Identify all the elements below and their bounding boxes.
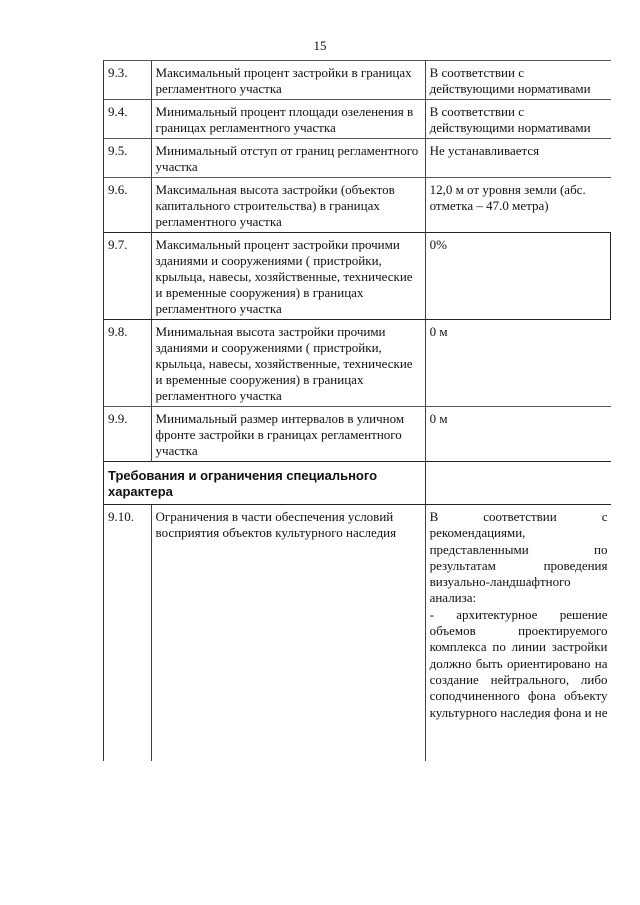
page-number: 15: [313, 38, 327, 53]
row-parameter: Максимальный процент застройки прочими зданиями и сооружениями ( пристройки, крыльца, навесы, хозяйственные, технические и временные сооружения) в границах регламентного участка: [151, 233, 425, 320]
row-value: В соответствии с действующими нормативами: [425, 61, 610, 100]
value-item: - архитектурное решение объемов проектируемого комплекса по линии застройки должно быть ориентировано на создание нейтрального, либо соподчиненного фона объекту культурного наследия фона и не: [429, 606, 608, 720]
table-row: [104, 233, 611, 320]
row-value: 12,0 м от уровня земли (абс. отметка – 47.0 метра): [425, 178, 610, 233]
table-row: [104, 178, 611, 233]
regulation-table: [103, 60, 611, 761]
row-number: 9.7.: [104, 233, 152, 320]
row-value: [425, 505, 610, 762]
table-row: [104, 407, 611, 462]
row-parameter: Максимальный процент застройки в границах регламентного участка: [151, 61, 425, 100]
row-value: 0%: [425, 233, 610, 320]
row-number: 9.4.: [104, 100, 152, 139]
row-number: 9.10.: [104, 505, 152, 762]
table-row: [104, 505, 611, 762]
value-intro: В соответствии с рекомендациями, представленными по результатам проведения визуально-ландшафтного анализа:: [429, 509, 608, 606]
row-parameter: Максимальная высота застройки (объектов капитального строительства) в границах регламентного участка: [151, 178, 425, 233]
table-row: [104, 139, 611, 178]
row-parameter: Ограничения в части обеспечения условий восприятия объектов культурного наследия: [151, 505, 425, 762]
row-value: В соответствии с действующими нормативами: [425, 100, 610, 139]
section-heading: Требования и ограничения специального характера: [104, 462, 426, 505]
row-number: 9.6.: [104, 178, 152, 233]
section-heading-empty-cell: [425, 462, 610, 505]
section-heading-row: [104, 462, 611, 505]
row-number: 9.8.: [104, 320, 152, 407]
row-number: 9.9.: [104, 407, 152, 462]
row-value: Не устанавливается: [425, 139, 610, 178]
row-parameter: Минимальный размер интервалов в уличном фронте застройки в границах регламентного участка: [151, 407, 425, 462]
table-row: [104, 61, 611, 100]
row-parameter: Минимальный процент площади озеленения в границах регламентного участка: [151, 100, 425, 139]
table-row: [104, 100, 611, 139]
row-number: 9.3.: [104, 61, 152, 100]
row-value: 0 м: [425, 407, 610, 462]
table-row: [104, 320, 611, 407]
row-value: 0 м: [429, 324, 448, 339]
row-parameter: Минимальная высота застройки прочими зданиями и сооружениями ( пристройки, крыльца, навесы, хозяйственные, технические и временные сооружения) в границах регламентного участка: [151, 320, 425, 407]
row-number: 9.5.: [104, 139, 152, 178]
row-parameter: Минимальный отступ от границ регламентного участка: [151, 139, 425, 178]
